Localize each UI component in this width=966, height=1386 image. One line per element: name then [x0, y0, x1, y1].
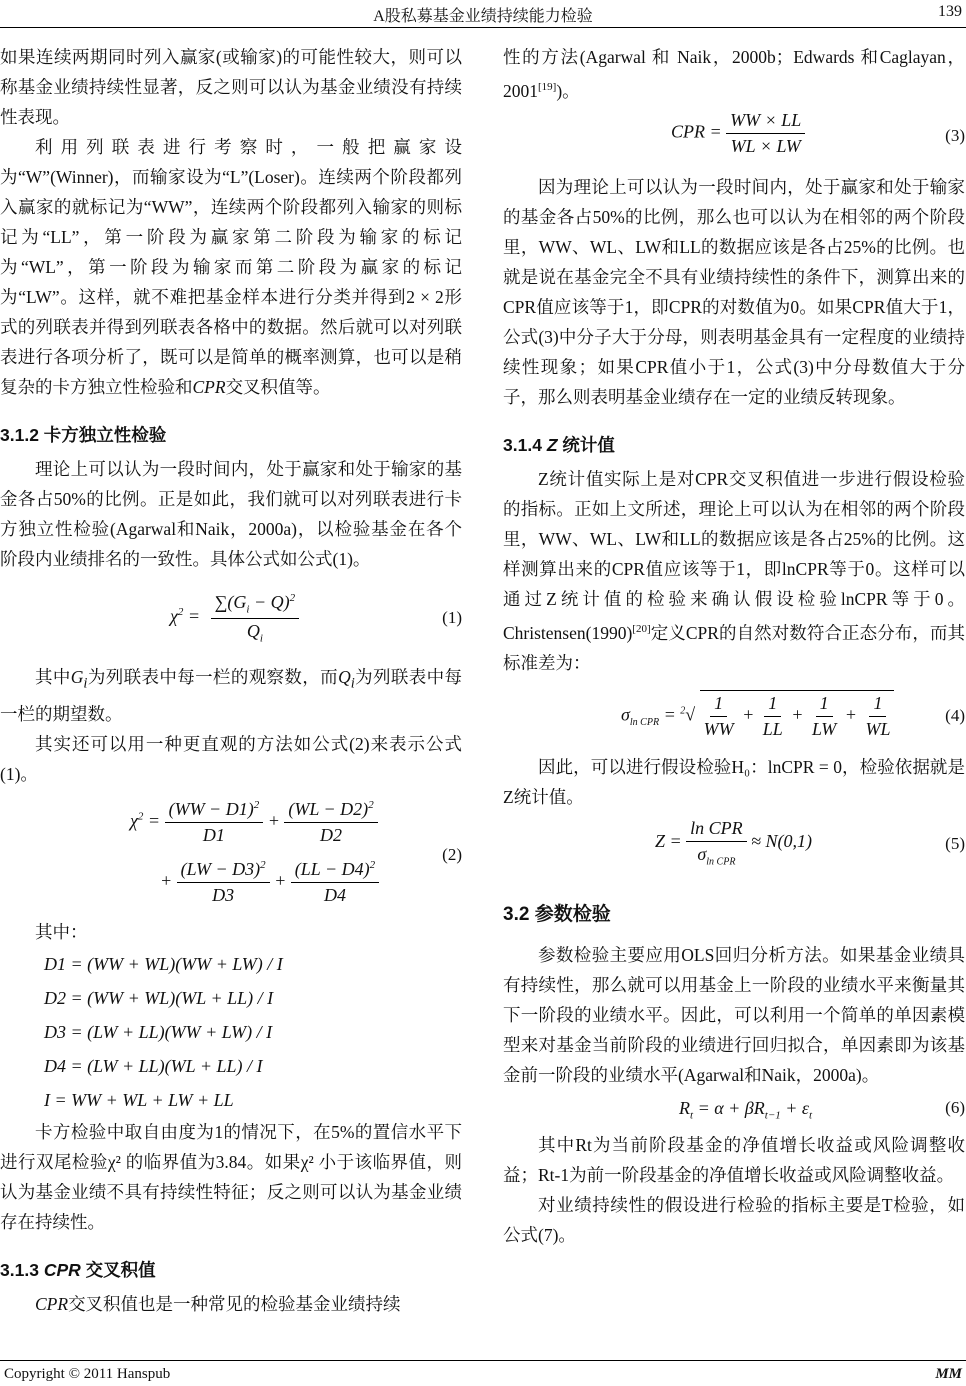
right-column: [503, 42, 965, 1250]
equation-3: CPR = $\frac{WW \times LL}{WL \times LW}$ (3): [671, 109, 965, 156]
paragraph: 其中：: [35, 921, 88, 942]
definitions: [0, 947, 462, 1117]
equation-number: (4): [945, 705, 965, 725]
definition-d2: D2 = (WW + WL)(WL + LL) / I: [44, 987, 274, 1008]
equation-6: $R_t = \alpha + \beta R_{t-1} + \varepsilon_t$ (6): [679, 1097, 965, 1122]
equation-number: (6): [945, 1097, 965, 1117]
paragraph: 对业绩持续性的假设进行检验的指标主要是T检验，如公式(7)。: [503, 1194, 965, 1245]
paragraph: 如果连续两期同时列入赢家(或输家)的可能性较大，则可以称基金业绩持续性显著，反之则可以认为基金业绩没有持续性表现。: [0, 47, 462, 127]
equation-4: $\sigma_{ln CPR} = ^2√$ $\frac{1}{WW}$ + $\frac{1}{LL}$ + $\frac{1}{LW}$ + $\frac{1}{WL}$ (4): [503, 686, 965, 752]
paragraph: 其中Rt为当前阶段基金的净值增长收益或风险调整收益；Rt-1为前一阶段基金的净值增长收益或风险调整收益。: [503, 1134, 965, 1185]
equation-2: $\chi^2$ = $\frac{(WW - D1)^2}{D1}$ + $\frac{(WL - D2)^2}{D2}$ + $\frac{(LW - D3)^2}{D3}$ + $\frac{(LL - D4)^2}{D4}$ (2): [130, 798, 462, 905]
paragraph: 因为理论上可以认为一段时间内，处于赢家和处于输家的基金各占50%的比例，那么也可以认为在相邻的两个阶段里，WW、WL、LW和LL的数据应该是各占25%的比例。也就是说在基金完全不具有业绩持续性的条件下，测算出来的CPR值应该等于1，即CPR的对数值为0。如果CPR值大于1，公式(3)中分子大于分母，则表明基金具有一定程度的业绩持续性现象；如果CPR值小于1，公式(3)中分母数值大于分子，那么则表明基金业绩存在一定的业绩反转现象。: [503, 176, 965, 407]
section-heading-3-1-2: 3.1.2 卡方独立性检验: [0, 425, 167, 445]
equation-1: $\chi^2$ = $\frac{\sum(G_i - Q)^2}{Q_i}$ (1): [170, 592, 462, 645]
page-footer: [0, 1360, 966, 1386]
paragraph: CPR交叉积值也是一种常见的检验基金业绩持续: [35, 1293, 401, 1314]
section-heading-3-1-4: 3.1.4 Z 统计值: [503, 434, 615, 455]
page-number: 139: [938, 3, 962, 20]
paragraph: 利用列联表进行考察时，一般把赢家设为“W”(Winner)，而输家设为“L”(Loser)。连续两个阶段都列入赢家的就标记为“WW”，连续两个阶段都列入输家的则标记为“LL”，第一阶段为赢家第二阶段为输家的标记为“WL”，第一阶段为输家而第二阶段为赢家的标记为“LW”。这样，就不难把基金样本进行分类并得到2 × 2形式的列联表并得到列联表各格中的数据。然后就可以对列联表进行各项分析了，既可以是简单的概率测算，也可以是稍复杂的卡方独立性检验和CPR交叉积值等。: [0, 137, 462, 397]
footer-rule: [0, 1360, 966, 1361]
section-heading-3-2: 3.2 参数检验: [503, 903, 611, 925]
paragraph: 参数检验主要应用OLS回归分析方法。如果基金业绩具有持续性，那么就可以用基金上一阶段的业绩水平来衡量其下一阶段的业绩水平。因此，可以利用一个简单的单因素模型来对基金当前阶段的业绩进行回归拟合，单因素即为该基金前一阶段的业绩水平(Agarwal和Naik，2000a)。: [503, 944, 965, 1085]
equation-number: (1): [442, 608, 462, 627]
journal-abbrev: MM: [935, 1366, 962, 1382]
equation-5: Z = $\frac{\text{ln CPR}}{\sigma_{ln CPR}}$ ≈ N(0,1) (5): [655, 817, 965, 868]
definition-d1: D1 = (WW + WL)(WW + LW) / I: [44, 953, 283, 974]
equation-number: (2): [442, 844, 462, 864]
section-heading-3-1-3: 3.1.3 CPR 交叉积值: [0, 1259, 156, 1280]
paragraph: 性的方法(Agarwal 和 Naik，2000b；Edwards 和Caglayan，2001[19])。: [503, 47, 965, 101]
paragraph: 理论上可以认为一段时间内，处于赢家和处于输家的基金各占50%的比例。正是如此，我们就可以对列联表进行卡方独立性检验(Agarwal和Naik，2000a)，以检验基金在各个阶段内业绩排名的一致性。具体公式如公式(1)。: [0, 459, 462, 569]
paragraph: Z统计值实际上是对CPR交叉积值进一步进行假设检验的指标。正如上文所述，理论上可以认为在相邻的两个阶段里，WW、WL、LW和LL的数据应该是各占25%的比例。这样测算出来的CPR值应该等于1，即lnCPR等于0。这样可以通过Z统计值的检验来确认假设检验lnCPR等于0。Christensen(1990)[20]定义CPR的自然对数符合正态分布，而其标准差为：: [503, 468, 965, 673]
left-column: [0, 42, 462, 1319]
paragraph: 卡方检验中取自由度为1的情况下，在5%的置信水平下进行双尾检验χ² 的临界值为3.84。如果χ² 小于该临界值，则认为基金业绩不具有持续性特征；反之则可以认为基金业绩存在持续性。: [0, 1121, 462, 1232]
page-header: [0, 0, 966, 30]
equation-number: (5): [945, 833, 965, 853]
definition-d3: D3 = (LW + LL)(WW + LW) / I: [44, 1021, 273, 1042]
equation-number: (3): [945, 125, 965, 145]
paragraph: 其中$G_i$为列联表中每一栏的观察数，而$Q_i$为列联表中每一栏的期望数。: [0, 667, 463, 724]
copyright: Copyright © 2011 Hanspub: [4, 1366, 171, 1382]
header-rule: [0, 27, 966, 28]
definition-i: I = WW + WL + LW + LL: [44, 1089, 234, 1110]
paragraph: 其实还可以用一种更直观的方法如公式(2)来表示公式(1)。: [0, 733, 462, 784]
definition-d4: D4 = (LW + LL)(WL + LL) / I: [44, 1055, 263, 1076]
paragraph: 因此，可以进行假设检验H₀：lnCPR = 0，检验依据就是Z统计值。: [503, 756, 965, 807]
running-title: A股私募基金业绩持续能力检验: [373, 8, 593, 25]
